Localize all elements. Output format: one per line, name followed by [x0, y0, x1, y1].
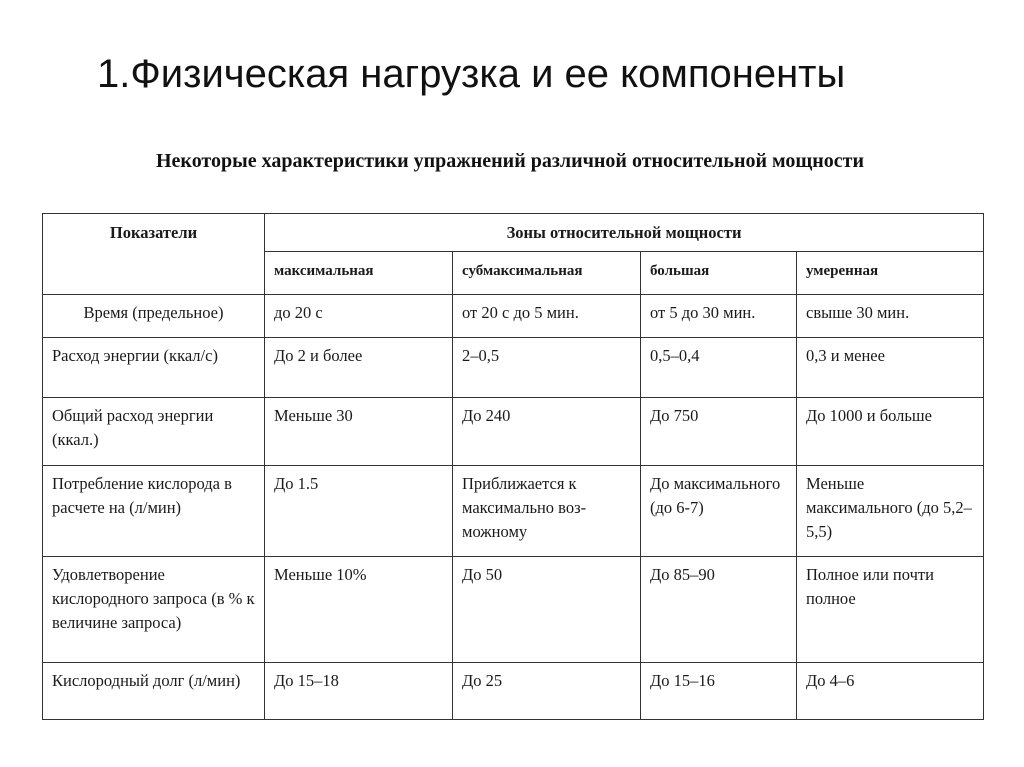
header-zone-submaximal: субмаксимальная — [453, 252, 641, 295]
header-zones: Зоны относительной мощности — [265, 214, 984, 252]
row-indicator: Потребление кислорода в расчете на (л/мин) — [43, 466, 265, 557]
row-indicator: Расход энергии (ккал/с) — [43, 338, 265, 398]
slide-title: 1.Физическая нагрузка и ее компоненты — [97, 52, 846, 96]
header-zone-high: большая — [641, 252, 797, 295]
cell-value: До 50 — [453, 557, 641, 663]
cell-value: 2–0,5 — [453, 338, 641, 398]
cell-value: 0,3 и менее — [797, 338, 984, 398]
cell-value: Меньше 30 — [265, 398, 453, 466]
cell-value: До 240 — [453, 398, 641, 466]
power-zones-table — [42, 213, 984, 720]
cell-value: Меньше 10% — [265, 557, 453, 663]
table-row — [43, 663, 984, 720]
cell-value: До 750 — [641, 398, 797, 466]
cell-value: Полное или почти полное — [797, 557, 984, 663]
cell-value: 0,5–0,4 — [641, 338, 797, 398]
row-indicator: Время (предельное) — [43, 295, 265, 338]
cell-value: До 1.5 — [265, 466, 453, 557]
cell-value: от 5 до 30 мин. — [641, 295, 797, 338]
header-row-zones — [43, 214, 984, 252]
cell-value: До 85–90 — [641, 557, 797, 663]
table-row — [43, 398, 984, 466]
table-row — [43, 295, 984, 338]
cell-value: от 20 с до 5 мин. — [453, 295, 641, 338]
row-indicator: Общий расход энергии (ккал.) — [43, 398, 265, 466]
header-indicators: Показатели — [43, 214, 265, 295]
table-caption: Некоторые характеристики упражнений различной относительной мощности — [156, 150, 864, 172]
header-zone-maximal: максимальная — [265, 252, 453, 295]
table-row — [43, 466, 984, 557]
cell-value: до 20 с — [265, 295, 453, 338]
table-row — [43, 338, 984, 398]
cell-value: свыше 30 мин. — [797, 295, 984, 338]
cell-value: Приближается к максимально воз-можному — [453, 466, 641, 557]
cell-value: До 25 — [453, 663, 641, 720]
cell-value: До 2 и более — [265, 338, 453, 398]
cell-value: Меньше максимального (до 5,2–5,5) — [797, 466, 984, 557]
row-indicator: Удовлетворение кислородного запроса (в % к величине запроса) — [43, 557, 265, 663]
row-indicator: Кислородный долг (л/мин) — [43, 663, 265, 720]
cell-value: До 15–18 — [265, 663, 453, 720]
cell-value: До максимального (до 6-7) — [641, 466, 797, 557]
cell-value: До 15–16 — [641, 663, 797, 720]
cell-value: До 4–6 — [797, 663, 984, 720]
table-row — [43, 557, 984, 663]
cell-value: До 1000 и больше — [797, 398, 984, 466]
header-zone-moderate: умеренная — [797, 252, 984, 295]
